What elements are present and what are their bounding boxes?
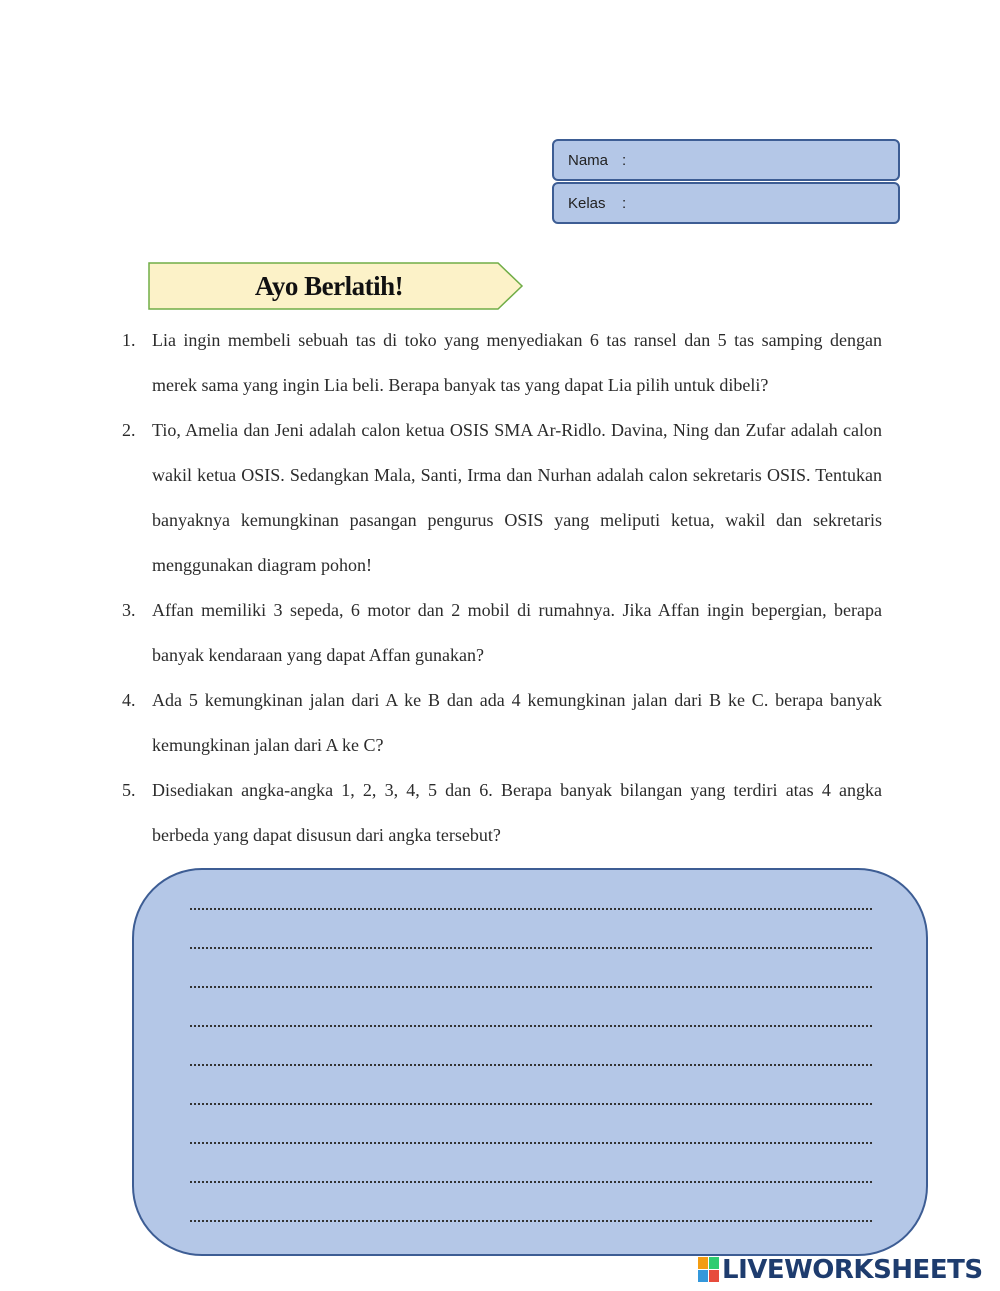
question-item [122,318,882,408]
answer-line[interactable] [190,908,872,910]
answer-box[interactable] [132,868,928,1256]
question-list [122,318,882,858]
question-text: Ada 5 kemungkinan jalan dari A ke B dan ada 4 kemungkinan jalan dari B ke C. berapa banyak kemungkinan jalan dari A ke C? [152,690,882,755]
class-label: Kelas [568,194,606,212]
name-label: Nama [568,151,609,169]
section-banner [148,262,524,310]
answer-line[interactable] [190,1181,872,1183]
question-text: Lia ingin membeli sebuah tas di toko yang menyediakan 6 tas ransel dan 5 tas samping dengan merek sama yang ingin Lia beli. Berapa banyak tas yang dapat Lia pilih untuk dibeli? [152,330,882,395]
answer-line[interactable] [190,1064,872,1066]
class-field[interactable] [552,182,900,224]
answer-line[interactable] [190,986,872,988]
banner-title: Ayo Berlatih! [254,270,404,301]
question-text: Disediakan angka-angka 1, 2, 3, 4, 5 dan 6. Berapa banyak bilangan yang terdiri atas 4 angka berbeda yang dapat disusun dari angka tersebut? [152,780,882,845]
question-number: 3. [122,600,136,620]
question-text: Tio, Amelia dan Jeni adalah calon ketua OSIS SMA Ar-Ridlo. Davina, Ning dan Zufar adalah calon wakil ketua OSIS. Sedangkan Mala, Santi, Irma dan Nurhan adalah calon sekretaris OSIS. Tentukan banyaknya kemungkinan pasangan pengurus OSIS yang meliputi ketua, wakil dan sekretaris menggunakan diagram pohon! [152,420,882,575]
question-text: Affan memiliki 3 sepeda, 6 motor dan 2 mobil di rumahnya. Jika Affan ingin bepergian, berapa banyak kendaraan yang dapat Affan gunakan? [152,600,882,665]
liveworksheets-watermark [698,1256,983,1284]
watermark-text: LIVEWORKSHEETS [722,1255,983,1285]
answer-line[interactable] [190,1103,872,1105]
question-number: 1. [122,330,136,350]
question-item [122,678,882,768]
answer-line[interactable] [190,1220,872,1222]
name-separator: : [622,151,627,169]
answer-line[interactable] [190,947,872,949]
answer-line[interactable] [190,1142,872,1144]
question-number: 4. [122,690,136,710]
question-item [122,768,882,858]
question-number: 5. [122,780,136,800]
class-separator: : [622,194,627,212]
liveworksheets-logo-icon [698,1257,720,1283]
question-item [122,408,882,588]
answer-line[interactable] [190,1025,872,1027]
name-field[interactable] [552,139,900,181]
question-item [122,588,882,678]
question-number: 2. [122,420,136,440]
